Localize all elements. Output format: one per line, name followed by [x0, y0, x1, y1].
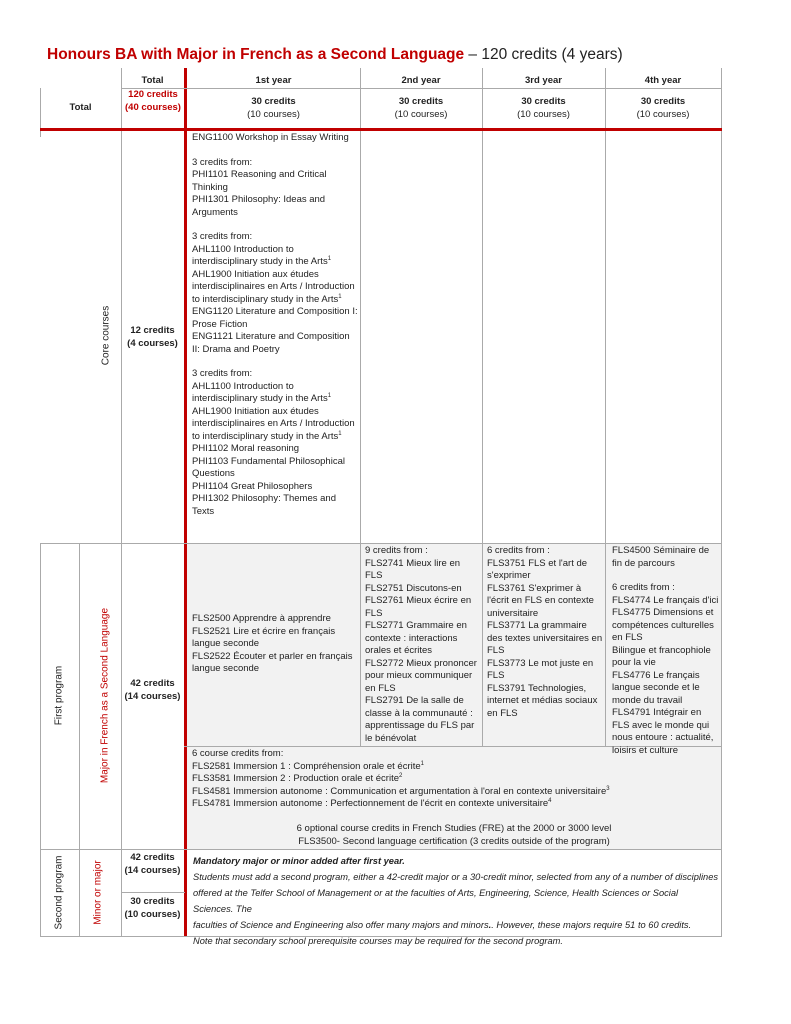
- list-item: FLS2791 De la salle de classe à la communauté : apprentissage du FLS par le bénévolat: [365, 695, 475, 744]
- total-year-1: 30 credits (10 courses): [247, 96, 300, 120]
- list-item: PHI1101 Reasoning and Critical Thinking: [192, 169, 327, 193]
- page-title: [47, 46, 623, 64]
- list-item: FLS4775 Dimensions et compétences culturelles en FLS: [612, 607, 714, 643]
- list-item: ENG1100 Workshop in Essay Writing: [192, 132, 349, 143]
- major-label: Major in French as a Second Language: [99, 607, 111, 784]
- header-total: Total: [141, 75, 164, 86]
- list-item: FLS2751 Discutons-en: [365, 582, 462, 594]
- list-item: ENG1121 Literature and Composition II: Drama and Poetry: [192, 331, 350, 355]
- list-item: FLS4776 Le français langue seconde et le monde du travail: [612, 669, 700, 706]
- list-item: FLS2581 Immersion 1 : Compréhension orale et écrite$^1$: [192, 760, 424, 772]
- list-item: FLS3791 Technologies, internet et médias sociaux en FLS: [487, 682, 598, 719]
- list-item: 3 credits from:: [192, 156, 253, 168]
- total-year-2: 30 credits (10 courses): [394, 96, 448, 120]
- list-item: PHI1102 Moral reasoning: [192, 443, 300, 454]
- list-item: 3 credits from:: [192, 368, 253, 379]
- first-program-year3: 6 credits from : FLS3751 FLS et l'art de s'exprimer FLS3761 S'exprimer à l'écrit en FLS en contexte universitaire FLS3771 La grammaire des textes universitaires en FLS FLS3773 Le mot juste en FLS FLS3791 Technologies, internet et médias sociaux en FLS: [487, 545, 603, 719]
- list-item: PHI1301 Philosophy: Ideas and Arguments: [192, 194, 326, 218]
- immersion-block: 6 course credits from: FLS2581 Immersion 1 : Compréhension orale et écrite$^1$ FLS3581 Immersion 2 : Production orale et écrite$^2$ FLS4581 Immersion autonome : Communication et argumentation à l'oral en contexte universitaire$^3$ FLS4781 Immersion autonome : Perfectionnement de l'écrit en contexte universitaire$^4$: [192, 748, 720, 811]
- list-item: FLS3761 S'exprimer à l'écrit en FLS en contexte universitaire: [487, 582, 594, 619]
- list-item: PHI1103 Fundamental Philosophical Questions: [192, 455, 345, 479]
- list-item: FLS4500 Séminaire de fin de parcours: [612, 545, 710, 569]
- mandatory-note: Mandatory major or minor added after first year.: [193, 856, 405, 866]
- list-item: FLS3773 Le mot juste en FLS: [487, 657, 594, 681]
- second-program-label: Second program: [53, 855, 65, 930]
- header-year-3: 3rd year: [525, 75, 562, 86]
- title-main: Honours BA with Major in French as a Second Language: [47, 46, 465, 63]
- list-item: FLS2772 Mieux prononcer pour mieux communiquer en FLS: [365, 657, 477, 694]
- list-item: AHL1900 Initiation aux études interdisciplinaires en Arts / Introduction to interdisciplinary study in the Arts$^1$: [192, 405, 355, 442]
- total-credits: 120 credits (40 courses): [125, 89, 181, 113]
- header-year-2: 2nd year: [401, 75, 441, 86]
- first-program-label: First program: [53, 665, 65, 726]
- list-item: FLS2761 Mieux écrire en FLS: [365, 595, 472, 619]
- prerequisite-note: Note that secondary school prerequisite courses may be required for the second program.: [193, 936, 564, 946]
- title-sub: – 120 credits (4 years): [464, 46, 623, 63]
- list-item: FLS4781 Immersion autonome : Perfectionnement de l'écrit en contexte universitaire$^4$: [192, 797, 552, 809]
- core-credits: 12 credits (4 courses): [127, 325, 178, 349]
- minor-major-label: Minor or major: [92, 860, 104, 925]
- list-item: FLS2522 Écouter et parler en français langue seconde: [192, 650, 353, 674]
- first-program-credits: 42 credits (14 courses): [124, 678, 181, 702]
- total-year-4: 30 credits (10 courses): [636, 96, 690, 120]
- list-item: AHL1100 Introduction to interdisciplinary study in the Arts$^1$: [192, 380, 332, 404]
- list-item: AHL1100 Introduction to interdisciplinary study in the Arts$^1$: [192, 243, 332, 267]
- list-item: 3 credits from:: [192, 231, 253, 242]
- first-program-year2: 9 credits from : FLS2741 Mieux lire en FLS FLS2751 Discutons-en FLS2761 Mieux écrire en FLS FLS2771 Grammaire en contexte : interactions orales et écrites FLS2772 Mieux prononcer pour mieux communiquer en FLS FLS2791 De la salle de classe à la communauté : apprentissage du FLS par le bénévolat: [365, 545, 479, 745]
- second-major-credits: 42 credits (14 courses): [124, 852, 181, 876]
- list-item: FLS2741 Mieux lire en FLS: [365, 557, 461, 581]
- list-item: AHL1900 Initiation aux études interdisciplinaires en Arts / Introduction to interdisciplinary study in the Arts$^1$: [192, 268, 355, 305]
- list-item: FLS2521 Lire et écrire en français langue seconde: [192, 625, 336, 649]
- first-program-year1: [192, 613, 356, 676]
- list-item: FLS3771 La grammaire des textes universitaires en FLS: [487, 620, 603, 656]
- list-item: FLS2500 Apprendre à apprendre: [192, 613, 331, 624]
- list-item: FLS2771 Grammaire en contexte : interactions orales et écrites: [365, 620, 467, 656]
- second-program-desc: Students must add a second program, either a 42-credit major or a 30-credit minor, selected from any of a number of disciplines offered at the Telfer School of Management or at the faculties of Arts, Engineering, Science, Health Sciences or Social Sciences. The: [193, 872, 719, 914]
- list-item: FLS4791 Intégrair en FLS avec le monde qui nous entoure : actualité, loisirs et culture: [612, 707, 714, 756]
- list-item: Bilingue et francophiole pour la vie: [612, 644, 711, 668]
- list-item: ENG1120 Literature and Composition I: Prose Fiction: [192, 306, 358, 330]
- total-year-3: 30 credits (10 courses): [517, 96, 570, 120]
- list-item: PHI1302 Philosophy: Themes and Texts: [192, 493, 336, 517]
- list-item: FLS4774 Le français d'ici: [612, 594, 719, 606]
- header-year-4: 4th year: [644, 75, 682, 86]
- total-row-label: Total: [69, 102, 92, 113]
- core-courses-label: Core courses: [100, 305, 112, 366]
- second-program-text: [193, 853, 719, 949]
- list-item: FLS4581 Immersion autonome : Communication et argumentation à l'oral en contexte universitaire$^3$: [192, 785, 610, 797]
- core-year1-list: [192, 132, 358, 518]
- list-item: FLS3581 Immersion 2 : Production orale et écrite$^2$: [192, 772, 403, 784]
- list-item: FLS3751 FLS et l'art de s'exprimer: [487, 557, 588, 581]
- header-year-1: 1st year: [255, 75, 292, 86]
- optional-credits: 6 optional course credits in French Studies (FRE) at the 2000 or 3000 level FLS3500- Second language certification (3 credits outside of the program): [296, 823, 612, 847]
- first-program-year4: FLS4500 Séminaire de fin de parcours 6 credits from : FLS4774 Le français d'ici FLS4775 Dimensions et compétences culturelles en FLS Bilingue et francophiole pour la vie FLS4776 Le français langue seconde et le monde du travail FLS4791 Intégrair en FLS avec le monde qui nous entoure : actualité, loisirs et culture: [612, 545, 719, 756]
- second-minor-credits: 30 credits (10 courses): [124, 896, 181, 920]
- second-program-desc-2: faculties of Science and Engineering also offer many majors and minors.. However, these majors require 51 to 60 credits.: [193, 920, 692, 930]
- list-item: PHI1104 Great Philosophers: [192, 480, 313, 492]
